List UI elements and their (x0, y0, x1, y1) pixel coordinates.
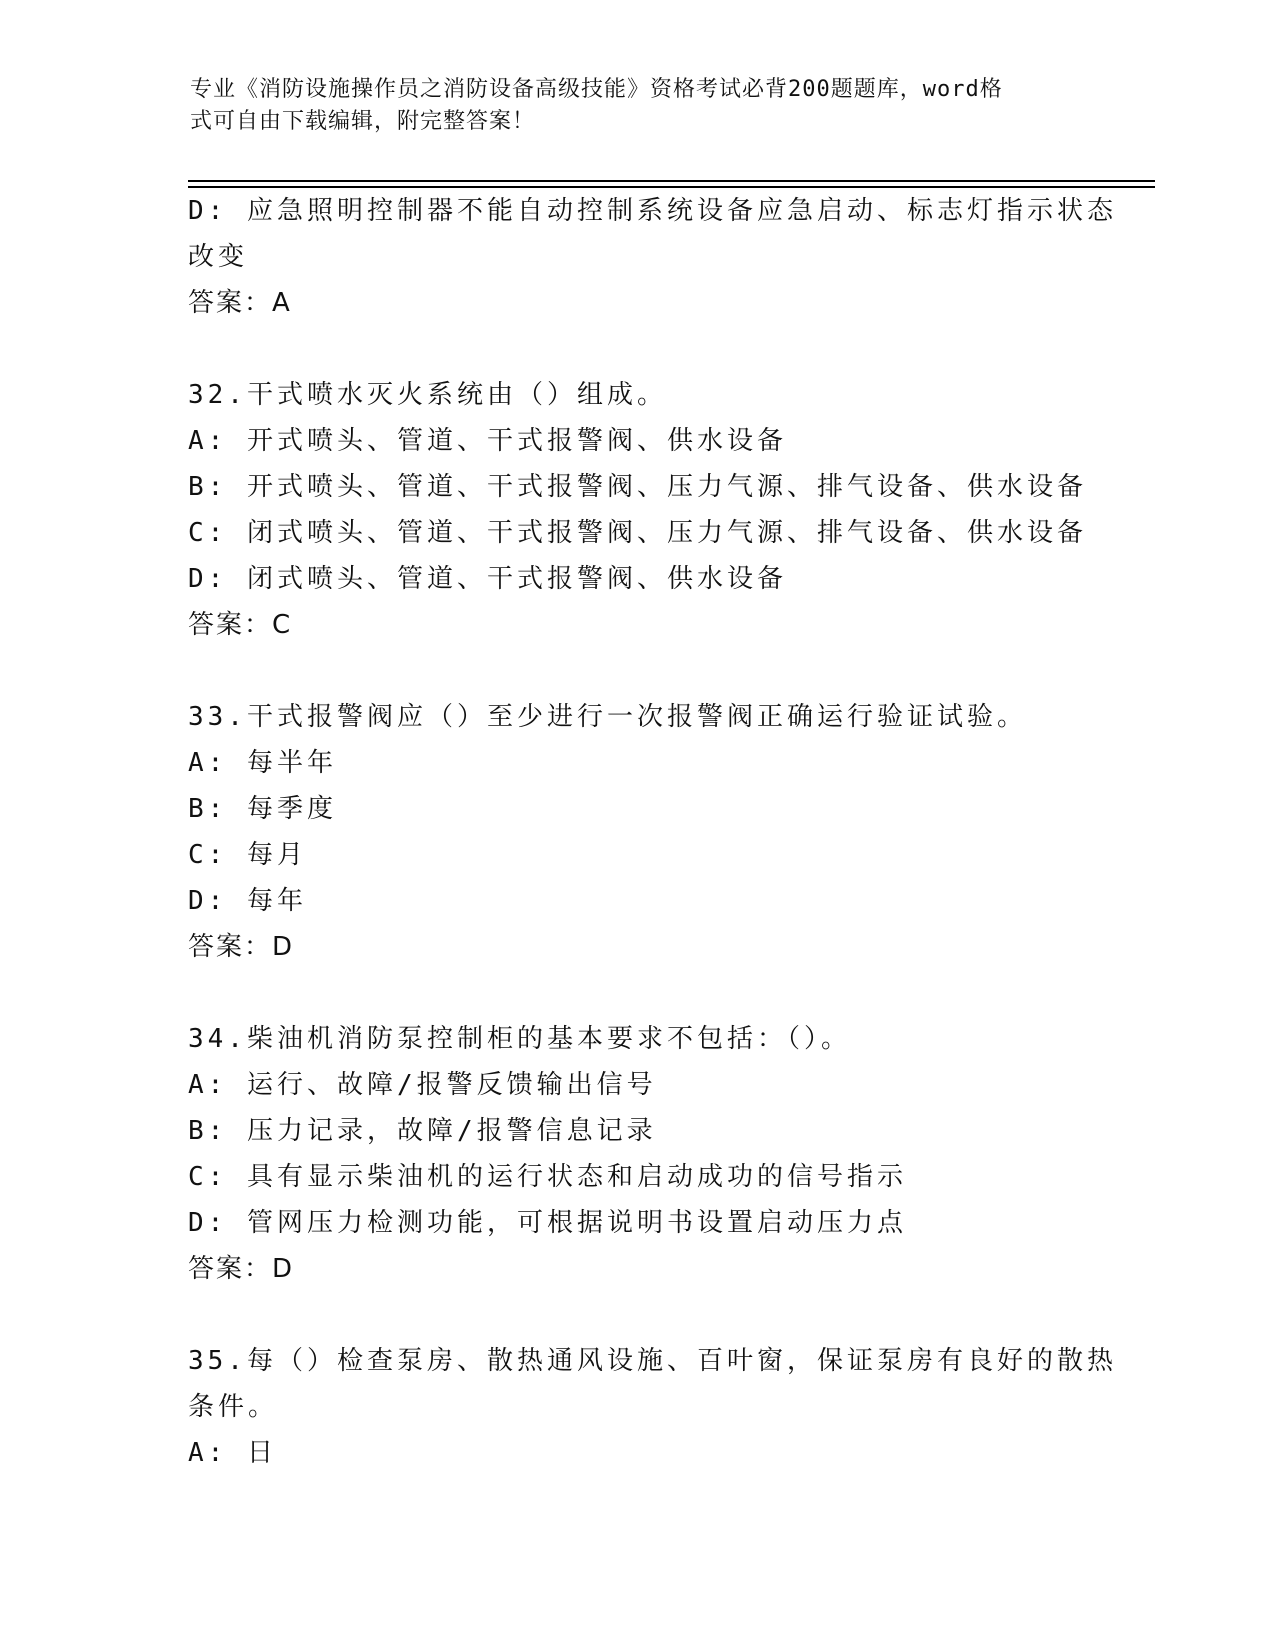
header-line-1: 专业《消防设施操作员之消防设备高级技能》资格考试必背200题题库，word格 (190, 77, 1003, 102)
option-a: A: 运行、故障/报警反馈输出信号 (188, 1070, 657, 1100)
answer-line: 答案：A (188, 288, 292, 318)
option-a: A: 日 (188, 1438, 277, 1468)
option-d: D: 管网压力检测功能，可根据说明书设置启动压力点 (188, 1208, 907, 1238)
question-stem: 33.干式报警阀应（）至少进行一次报警阀正确运行验证试验。 (188, 702, 1027, 732)
option-c: C: 每月 (188, 840, 307, 870)
option-b: B: 每季度 (188, 794, 337, 824)
option-b: B: 开式喷头、管道、干式报警阀、压力气源、排气设备、供水设备 (188, 472, 1087, 502)
answer-line: 答案：D (188, 1254, 295, 1284)
question-33 (188, 694, 1088, 970)
option-d-continued: 改变 (188, 242, 249, 272)
option-a: A: 每半年 (188, 748, 337, 778)
option-d: D: 闭式喷头、管道、干式报警阀、供水设备 (188, 564, 787, 594)
document-header (190, 74, 1070, 138)
option-d: D: 每年 (188, 886, 307, 916)
header-divider-top (188, 180, 1155, 182)
question-stem-continued: 条件。 (188, 1392, 279, 1422)
question-stem: 34.柴油机消防泵控制柜的基本要求不包括：（）。 (188, 1024, 851, 1054)
question-34 (188, 1016, 1088, 1292)
option-d: D: 应急照明控制器不能自动控制系统设备应急启动、标志灯指示状态 (188, 196, 1117, 226)
question-stem: 35.每（）检查泵房、散热通风设施、百叶窗，保证泵房有良好的散热 (188, 1346, 1117, 1376)
question-31-continuation (188, 188, 1117, 326)
option-c: C: 具有显示柴油机的运行状态和启动成功的信号指示 (188, 1162, 907, 1192)
answer-line: 答案：D (188, 932, 295, 962)
question-stem: 32.干式喷水灭火系统由（）组成。 (188, 380, 667, 410)
question-32 (188, 372, 1088, 648)
option-b: B: 压力记录，故障/报警信息记录 (188, 1116, 657, 1146)
answer-line: 答案：C (188, 610, 293, 640)
question-list (188, 188, 1117, 1476)
option-c: C: 闭式喷头、管道、干式报警阀、压力气源、排气设备、供水设备 (188, 518, 1087, 548)
header-line-2: 式可自由下载编辑，附完整答案！ (190, 109, 536, 134)
question-35 (188, 1338, 1117, 1476)
option-a: A: 开式喷头、管道、干式报警阀、供水设备 (188, 426, 787, 456)
